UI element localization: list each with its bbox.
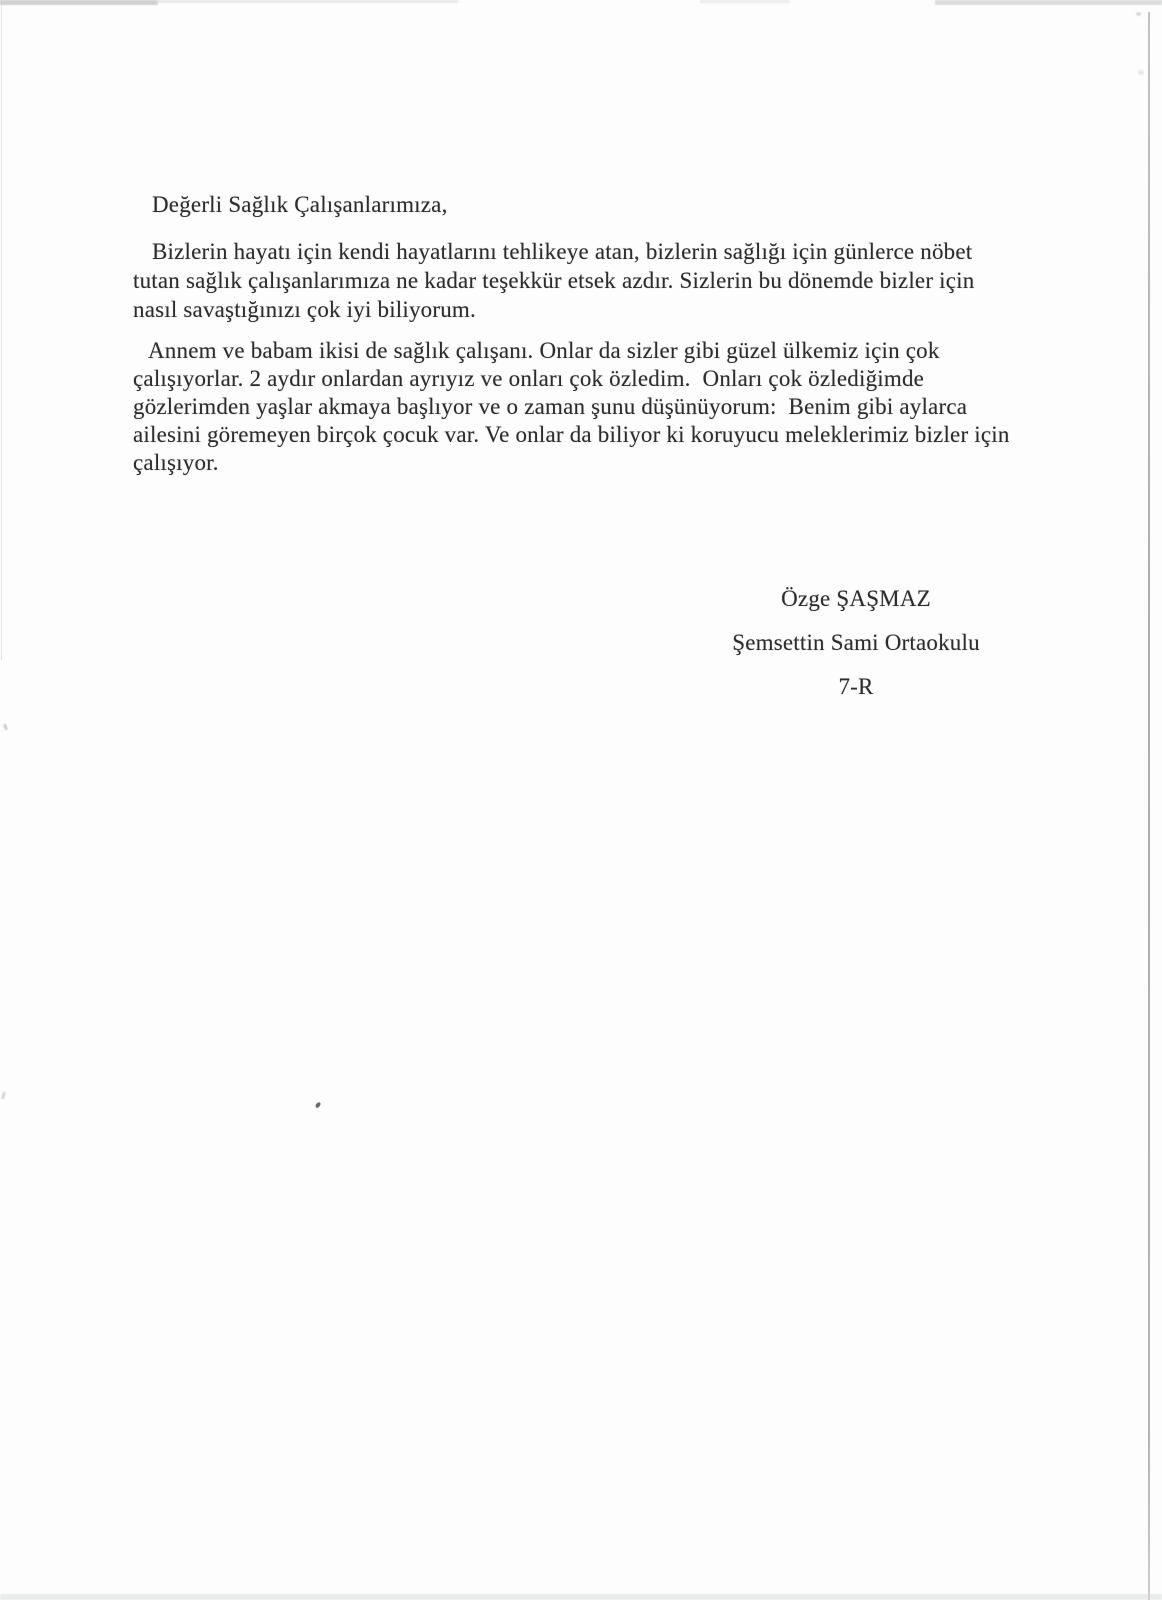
scan-artifact-top-edge-mid2 — [700, 0, 790, 3]
signature-name: Özge ŞAŞMAZ — [781, 586, 931, 611]
scan-artifact-speck-top-right-1 — [1136, 12, 1141, 16]
paragraph-1-line-1: Bizlerin hayatı için kendi hayatlarını tehlikeye atan, bizlerin sağlığı için günlerce nöbet — [152, 239, 973, 264]
paragraph-1 — [133, 237, 974, 324]
paragraph-2-line-2: çalışıyorlar. 2 aydır onlardan ayrıyız ve onları çok özledim. Onları çok özlediğimde — [133, 366, 925, 391]
scan-artifact-top-edge-left — [0, 0, 158, 5]
scan-artifact-left-edge-line — [1, 0, 2, 660]
paragraph-2-line-1: Annem ve babam ikisi de sağlık çalışanı. Onlar da sizler gibi güzel ülkemiz için çok — [148, 338, 940, 363]
paragraph-1-line-3: nasıl savaştığınızı çok iyi biliyorum. — [133, 297, 476, 322]
signature-block — [606, 577, 1106, 709]
salutation: Değerli Sağlık Çalışanlarımıza, — [152, 192, 448, 217]
signature-school: Şemsettin Sami Ortaokulu — [732, 630, 980, 655]
paragraph-2 — [133, 337, 1010, 477]
scan-artifact-left-tick-1 — [3, 724, 8, 731]
scan-artifact-speck-top-right-2 — [1138, 70, 1144, 75]
paragraph-1-line-2: tutan sağlık çalışanlarımıza ne kadar teşekkür etsek azdır. Sizlerin bu dönemde bizler için — [133, 268, 975, 293]
scan-artifact-top-edge-right — [935, 0, 1162, 5]
scan-artifact-right-edge-line — [1148, 12, 1150, 1600]
scan-artifact-bottom-edge — [0, 1594, 1162, 1600]
paragraph-2-line-4: ailesini göremeyen birçok çocuk var. Ve onlar da biliyor ki koruyucu meleklerimiz bizler için — [133, 422, 1010, 447]
signature-class: 7-R — [838, 674, 874, 699]
scan-artifact-ink-speck — [315, 1101, 321, 1108]
paragraph-2-line-5: çalışıyor. — [133, 450, 219, 475]
scan-artifact-left-tick-2 — [1, 1092, 6, 1100]
scan-artifact-top-edge-mid — [158, 0, 458, 3]
paragraph-2-line-3: gözlerimden yaşlar akmaya başlıyor ve o zaman şunu düşünüyorum: Benim gibi aylarca — [133, 394, 968, 419]
